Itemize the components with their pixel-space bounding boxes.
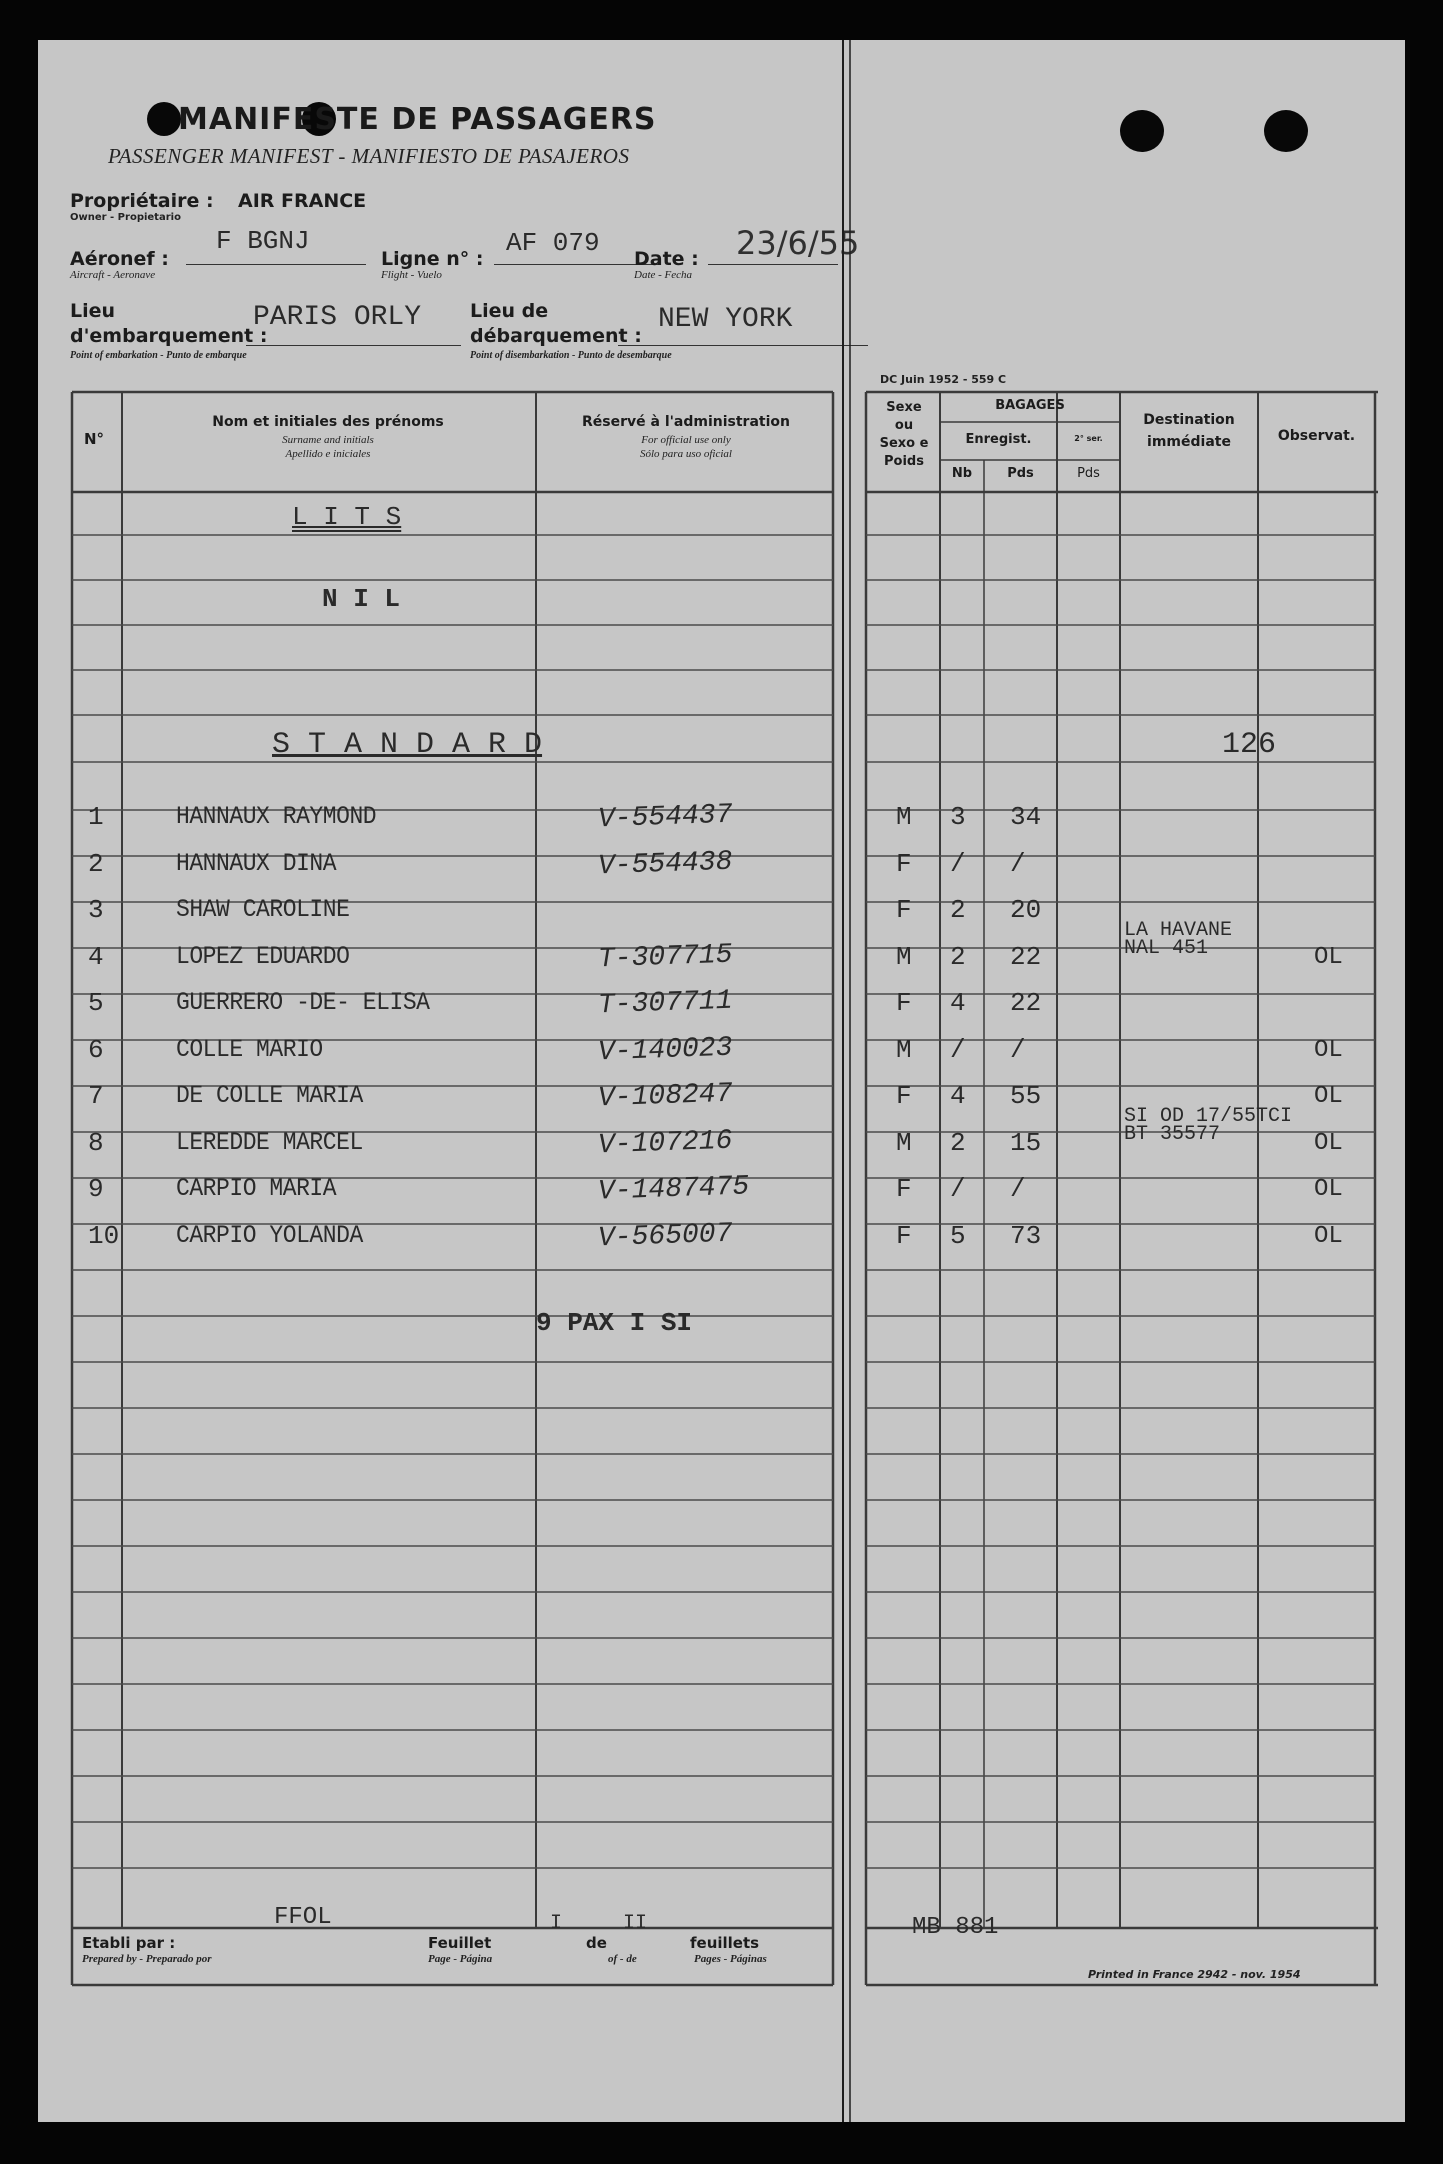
column-admin-sub-1: For official use only <box>641 434 731 446</box>
observation: OL <box>1314 1036 1343 1064</box>
column-name-header: Nom et initiales des prénoms <box>212 414 444 430</box>
baggage-weight: 22 <box>1010 988 1042 1018</box>
row-number: 3 <box>88 895 104 925</box>
passenger-sex: M <box>896 802 912 832</box>
passenger-name: LEREDDE MARCEL <box>176 1127 363 1157</box>
sheets-sub: Pages - Páginas <box>694 1953 767 1965</box>
passport-number: V-554437 <box>597 799 733 836</box>
passport-number: V-565007 <box>597 1218 733 1254</box>
baggage-count: 2 <box>950 1127 966 1158</box>
baggage-weight: 20 <box>1010 895 1042 925</box>
passport-number: V-108247 <box>597 1078 733 1115</box>
section-standard: S T A N D A R D <box>272 728 543 762</box>
column-registered: Enregist. <box>965 432 1032 447</box>
passenger-sex: F <box>896 1220 912 1251</box>
standard-note: 126 <box>1222 728 1277 762</box>
column-nb: Nb <box>951 466 973 481</box>
flight-sub: Flight - Vuelo <box>381 269 442 281</box>
passenger-sex: M <box>896 1034 912 1065</box>
observation: OL <box>1314 1129 1343 1157</box>
baggage-count: 2 <box>950 895 966 925</box>
right-stamp: MB 881 <box>912 1914 999 1941</box>
embark-value: PARIS ORLY <box>253 302 422 333</box>
column-sex-2: ou <box>894 418 914 433</box>
baggage-weight: / <box>1010 848 1026 879</box>
baggage-count: / <box>950 1034 966 1065</box>
row-number: 10 <box>88 1220 120 1251</box>
column-name-sub-1: Surname and initials <box>282 434 374 446</box>
embark-label-2: d'embarquement : <box>70 325 268 347</box>
column-destination-2: immédiate <box>1147 434 1231 450</box>
date-label: Date : <box>634 248 699 270</box>
observation: OL <box>1314 1176 1343 1203</box>
sheet-sub: Page - Página <box>428 1953 493 1965</box>
column-sex-3: Sexo e <box>879 436 929 451</box>
passenger-sex: F <box>896 848 912 879</box>
aircraft-value: F BGNJ <box>216 226 310 256</box>
embark-label-1: Lieu <box>70 300 116 322</box>
owner-value: AIR FRANCE <box>238 190 367 212</box>
disembark-sub: Point of disembarkation - Punto de desembarque <box>470 350 672 361</box>
baggage-count: / <box>950 848 966 879</box>
passenger-name: CARPIO YOLANDA <box>176 1220 363 1250</box>
date-sub: Date - Fecha <box>634 269 693 281</box>
baggage-weight: / <box>1010 1174 1026 1204</box>
section-lits: L I T S <box>292 502 402 532</box>
passenger-name: HANNAUX RAYMOND <box>176 802 377 831</box>
row-number: 5 <box>88 988 104 1018</box>
row-number: 6 <box>88 1034 104 1065</box>
observation: OL <box>1314 1083 1343 1110</box>
section-nil: N I L <box>322 584 401 614</box>
owner-sub: Owner - Propietario <box>70 212 181 223</box>
manifest-title: MANIFESTE DE PASSAGERS <box>178 102 657 137</box>
baggage-count: 4 <box>950 988 966 1018</box>
passenger-name: CARPIO MARIA <box>176 1174 337 1203</box>
baggage-weight: 73 <box>1010 1220 1042 1251</box>
passenger-sex: M <box>896 1127 912 1158</box>
baggage-count: / <box>950 1174 966 1204</box>
column-destination-1: Destination <box>1143 412 1235 428</box>
flight-label: Ligne n° : <box>381 248 484 270</box>
row-number: 7 <box>88 1081 104 1111</box>
passenger-name: DE COLLE MARIA <box>176 1081 363 1110</box>
flight-value: AF 079 <box>506 228 600 258</box>
summary-line: 9 PAX I SI <box>536 1308 693 1338</box>
baggage-count: 5 <box>950 1220 966 1251</box>
date-value: 23/6/55 <box>736 224 860 262</box>
observation: OL <box>1314 943 1343 971</box>
form-code: DC Juin 1952 - 559 C <box>880 373 1007 386</box>
disembark-label-2: débarquement : <box>470 325 642 347</box>
column-pds-2: Pds <box>1077 466 1100 481</box>
destination: LA HAVANE NAL 451 <box>1124 918 1233 960</box>
row-number: 8 <box>88 1127 104 1158</box>
passenger-sex: F <box>896 1174 912 1204</box>
aircraft-sub: Aircraft - Aeronave <box>70 269 156 281</box>
column-name-sub-2: Apellido e iniciales <box>285 448 371 460</box>
passenger-name: COLLE MARIO <box>176 1034 323 1064</box>
row-number: 2 <box>88 848 104 879</box>
passport-number: V-107216 <box>597 1125 733 1161</box>
row-number: 1 <box>88 802 104 832</box>
observation: OL <box>1314 1222 1343 1250</box>
column-admin-header: Réservé à l'administration <box>582 414 790 430</box>
baggage-count: 2 <box>950 941 966 972</box>
column-sex-1: Sexe <box>886 400 922 415</box>
manifest-page <box>38 40 1405 2122</box>
column-second: 2° ser. <box>1074 434 1103 443</box>
of-label: de <box>586 1934 607 1952</box>
passenger-sex: F <box>896 1081 912 1111</box>
passenger-name: HANNAUX DINA <box>176 848 337 878</box>
destination: SI OD 17/55TCI BT 35577 <box>1124 1104 1293 1146</box>
passport-number: T-307715 <box>597 939 733 975</box>
prepared-value: FFOL <box>274 1904 332 1931</box>
of-sub: of - de <box>608 1953 637 1965</box>
passenger-sex: F <box>896 895 912 925</box>
embark-sub: Point of embarkation - Punto de embarque <box>70 350 247 361</box>
prepared-sub: Prepared by - Preparado por <box>82 1953 212 1965</box>
baggage-count: 4 <box>950 1081 966 1111</box>
column-sex-4: Poids <box>884 454 924 469</box>
passport-number: V-1487475 <box>597 1171 750 1208</box>
baggage-count: 3 <box>950 802 966 832</box>
prepared-label: Etabli par : <box>82 1934 176 1952</box>
passenger-name: GUERRERO -DE- ELISA <box>176 988 430 1017</box>
passport-number: V-554438 <box>597 846 733 882</box>
column-baggage: BAGAGES <box>995 398 1065 413</box>
passenger-sex: M <box>896 941 912 972</box>
passenger-name: SHAW CAROLINE <box>176 895 350 924</box>
column-admin-sub-2: Sólo para uso oficial <box>640 448 732 460</box>
passenger-name: LOPEZ EDUARDO <box>176 941 350 971</box>
baggage-weight: 34 <box>1010 802 1042 832</box>
column-pds: Pds <box>1007 466 1034 481</box>
aircraft-label: Aéronef : <box>70 248 169 270</box>
manifest-subtitle: PASSENGER MANIFEST - MANIFIESTO DE PASAJEROS <box>108 144 630 168</box>
baggage-weight: / <box>1010 1034 1026 1065</box>
baggage-weight: 55 <box>1010 1081 1042 1111</box>
passport-number: T-307711 <box>597 985 733 1022</box>
row-number: 4 <box>88 941 104 972</box>
printed-line: Printed in France 2942 - nov. 1954 <box>1088 1968 1301 1981</box>
sheet-value: I <box>550 1912 563 1935</box>
column-observ: Observat. <box>1277 428 1356 444</box>
passenger-sex: F <box>896 988 912 1018</box>
baggage-weight: 15 <box>1010 1127 1042 1158</box>
of-value: II <box>623 1912 648 1935</box>
passport-number: V-140023 <box>597 1032 733 1068</box>
owner-label: Propriétaire : <box>70 190 214 212</box>
baggage-weight: 22 <box>1010 941 1042 972</box>
sheet-label: Feuillet <box>428 1934 492 1952</box>
disembark-label-1: Lieu de <box>470 300 549 322</box>
disembark-value: NEW YORK <box>658 304 793 335</box>
row-number: 9 <box>88 1174 104 1204</box>
sheets-label: feuillets <box>690 1934 760 1952</box>
column-no-header: N° <box>84 430 105 448</box>
